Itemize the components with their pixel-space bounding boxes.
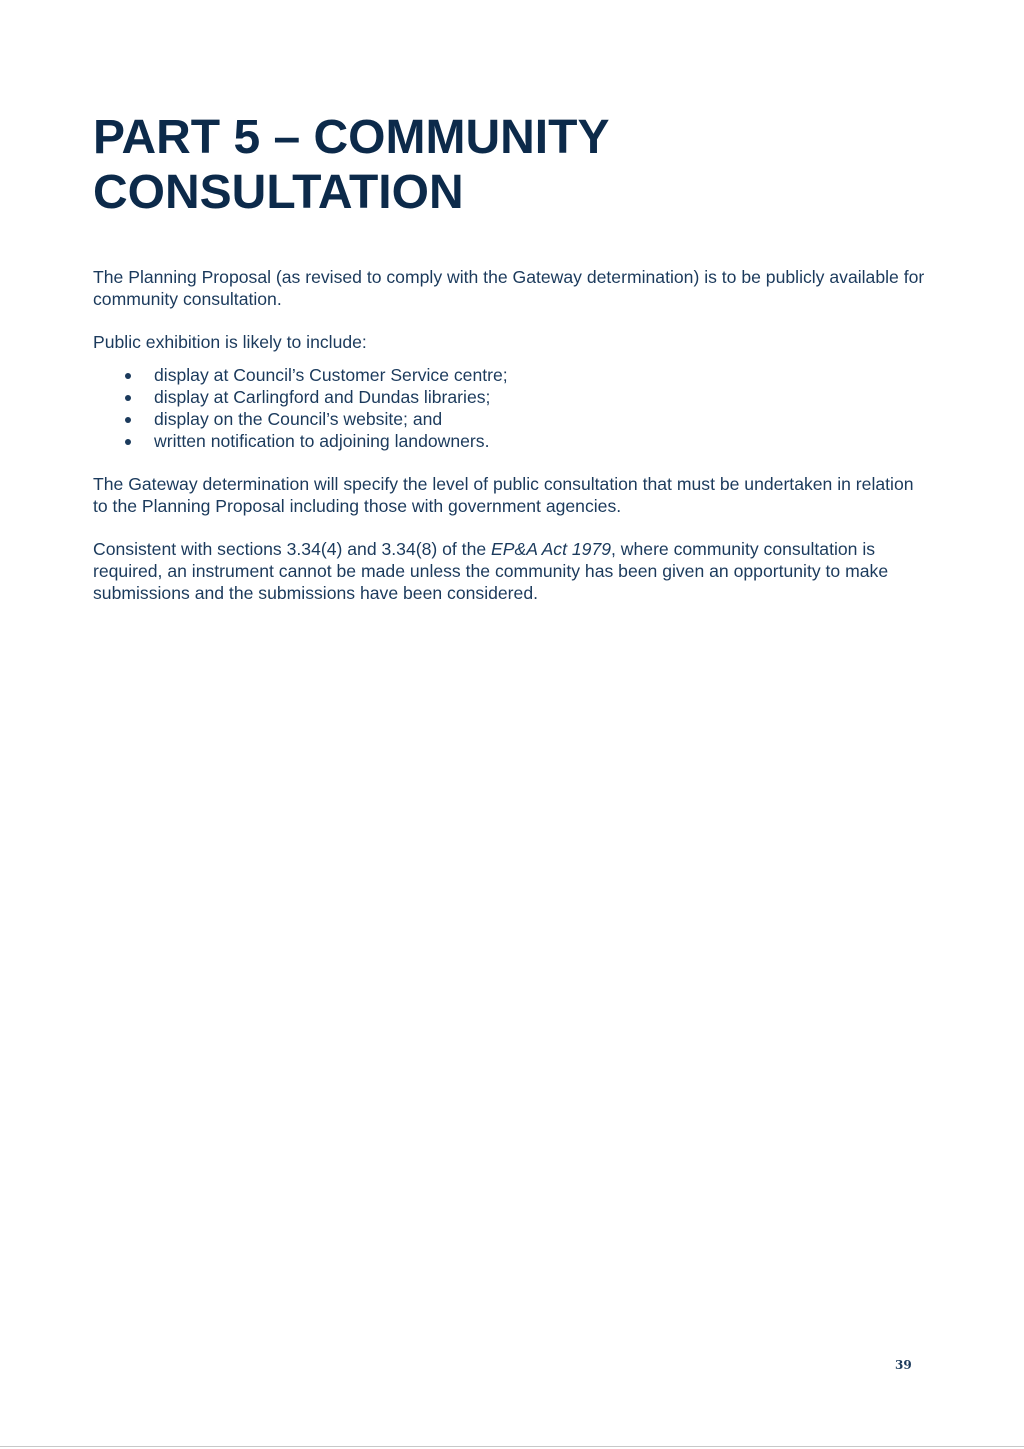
page-heading bbox=[93, 110, 609, 220]
list-item bbox=[93, 430, 933, 452]
list-item-text: display at Carlingford and Dundas libraries; bbox=[154, 387, 491, 407]
bullet-icon bbox=[125, 395, 131, 401]
heading-line-2: CONSULTATION bbox=[93, 166, 464, 219]
list-item-text: written notification to adjoining landowners. bbox=[154, 431, 490, 451]
gateway-paragraph: The Gateway determination will specify the level of public consultation that must be undertaken in relation to the Planning Proposal including those with government agencies. bbox=[93, 474, 914, 516]
bullet-icon bbox=[125, 373, 131, 379]
page-bottom-divider bbox=[0, 1446, 1024, 1447]
list-item-text: display at Council’s Customer Service centre; bbox=[154, 365, 508, 385]
list-item-text: display on the Council’s website; and bbox=[154, 409, 443, 429]
intro-paragraph: The Planning Proposal (as revised to comply with the Gateway determination) is to be publicly available for community consultation. bbox=[93, 267, 925, 309]
bullet-icon bbox=[125, 417, 131, 423]
list-item bbox=[93, 364, 933, 386]
bullet-icon bbox=[125, 439, 131, 445]
list-item bbox=[93, 408, 933, 430]
consistent-paragraph bbox=[93, 538, 933, 604]
exhibition-list bbox=[93, 364, 933, 452]
body-content bbox=[93, 266, 933, 604]
page-number: 39 bbox=[895, 1358, 912, 1372]
exhibition-lead-paragraph: Public exhibition is likely to include: bbox=[93, 332, 367, 352]
consistent-text-start: Consistent with sections 3.34(4) and 3.34(8) of the bbox=[93, 539, 492, 559]
act-title: EP&A Act 1979 bbox=[491, 539, 612, 559]
list-item bbox=[93, 386, 933, 408]
heading-line-1: PART 5 – COMMUNITY bbox=[93, 111, 610, 164]
consistent-text-end: , where community consultation is required, an instrument cannot be made unless the community has been given an opportunity to make submissions and the submissions have been considered. bbox=[93, 539, 889, 603]
